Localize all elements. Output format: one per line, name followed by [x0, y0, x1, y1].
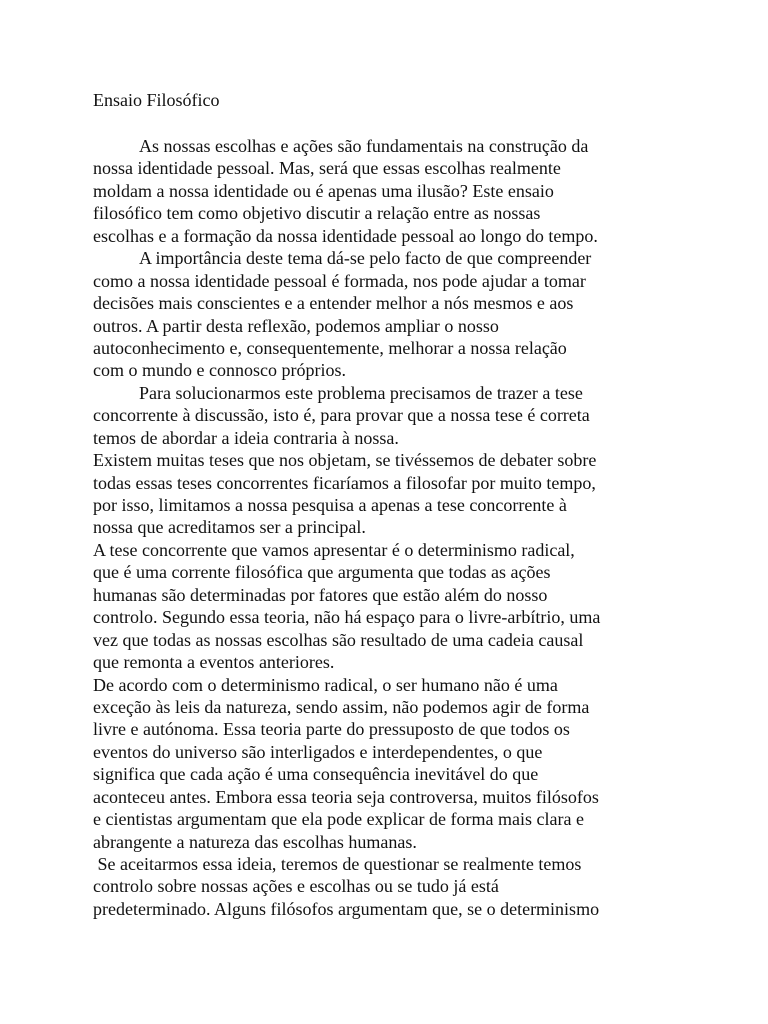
text-line: As nossas escolhas e ações são fundamentais na construção da — [139, 136, 589, 156]
text-line: todas essas teses concorrentes ficaríamos a filosofar por muito tempo, — [93, 472, 596, 493]
document-title: Ensaio Filosófico — [93, 90, 220, 110]
paragraph — [93, 674, 693, 854]
text-line: A importância deste tema dá-se pelo facto de que compreender — [139, 248, 592, 269]
paragraph — [93, 247, 693, 382]
text-line: humanas são determinadas por fatores que estão além do nosso — [93, 584, 548, 605]
paragraph — [93, 853, 693, 920]
text-line: que é uma corrente filosófica que argumenta que todas as ações — [93, 562, 551, 583]
text-line: outros. A partir desta reflexão, podemos ampliar o nosso — [93, 315, 499, 336]
text-line: moldam a nossa identidade ou é apenas uma ilusão? Este ensaio — [93, 180, 554, 201]
text-line: livre e autónoma. Essa teoria parte do pressuposto de que todos os — [93, 719, 570, 740]
text-line: exceção às leis da natureza, sendo assim, não podemos agir de forma — [93, 696, 590, 717]
text-line: e cientistas argumentam que ela pode explicar de forma mais clara e — [93, 809, 584, 830]
text-line: como a nossa identidade pessoal é formada, nos pode ajudar a tomar — [93, 270, 586, 291]
text-line: A tese concorrente que vamos apresentar é o determinismo radical, — [93, 539, 575, 560]
text-line: filosófico tem como objetivo discutir a relação entre as nossas — [93, 203, 541, 224]
text-line: eventos do universo são interligados e interdependentes, o que — [93, 741, 543, 762]
text-line: controlo sobre nossas ações e escolhas ou se tudo já está — [93, 876, 499, 897]
text-line: concorrente à discussão, isto é, para provar que a nossa tese é correta — [93, 405, 590, 426]
paragraph — [93, 449, 693, 539]
text-line: com o mundo e connosco próprios. — [93, 360, 346, 381]
text-line: Para solucionarmos este problema precisamos de trazer a tese — [139, 382, 583, 403]
text-line: por isso, limitamos a nossa pesquisa a apenas a tese concorrente à — [93, 495, 567, 515]
text-line: De acordo com o determinismo radical, o ser humano não é uma — [93, 674, 558, 695]
text-line: temos de abordar a ideia contraria à nossa. — [93, 427, 399, 448]
paragraph — [93, 135, 693, 247]
document-body — [93, 135, 693, 920]
text-line: abrangente a natureza das escolhas humanas. — [93, 831, 417, 852]
paragraph — [93, 382, 693, 449]
text-line: predeterminado. Alguns filósofos argumentam que, se o determinismo — [93, 898, 600, 919]
text-line: aconteceu antes. Embora essa teoria seja controversa, muitos filósofos — [93, 786, 599, 807]
text-line: vez que todas as nossas escolhas são resultado de uma cadeia causal — [93, 629, 584, 650]
text-line: Existem muitas teses que nos objetam, se tivéssemos de debater sobre — [93, 450, 597, 471]
text-line: nossa identidade pessoal. Mas, será que essas escolhas realmente — [93, 158, 561, 179]
paragraph — [93, 539, 693, 674]
text-line: Se aceitarmos essa ideia, teremos de questionar se realmente temos — [93, 854, 582, 874]
text-line: significa que cada ação é uma consequência inevitável do que — [93, 764, 539, 785]
text-line: escolhas e a formação da nossa identidade pessoal ao longo do tempo. — [93, 225, 598, 246]
text-line: decisões mais conscientes e a entender melhor a nós mesmos e aos — [93, 293, 574, 314]
text-line: nossa que acreditamos ser a principal. — [93, 517, 366, 538]
text-line: autoconhecimento e, consequentemente, melhorar a nossa relação — [93, 337, 567, 358]
text-line: controlo. Segundo essa teoria, não há espaço para o livre-arbítrio, uma — [93, 607, 601, 628]
text-line: que remonta a eventos anteriores. — [93, 652, 335, 673]
